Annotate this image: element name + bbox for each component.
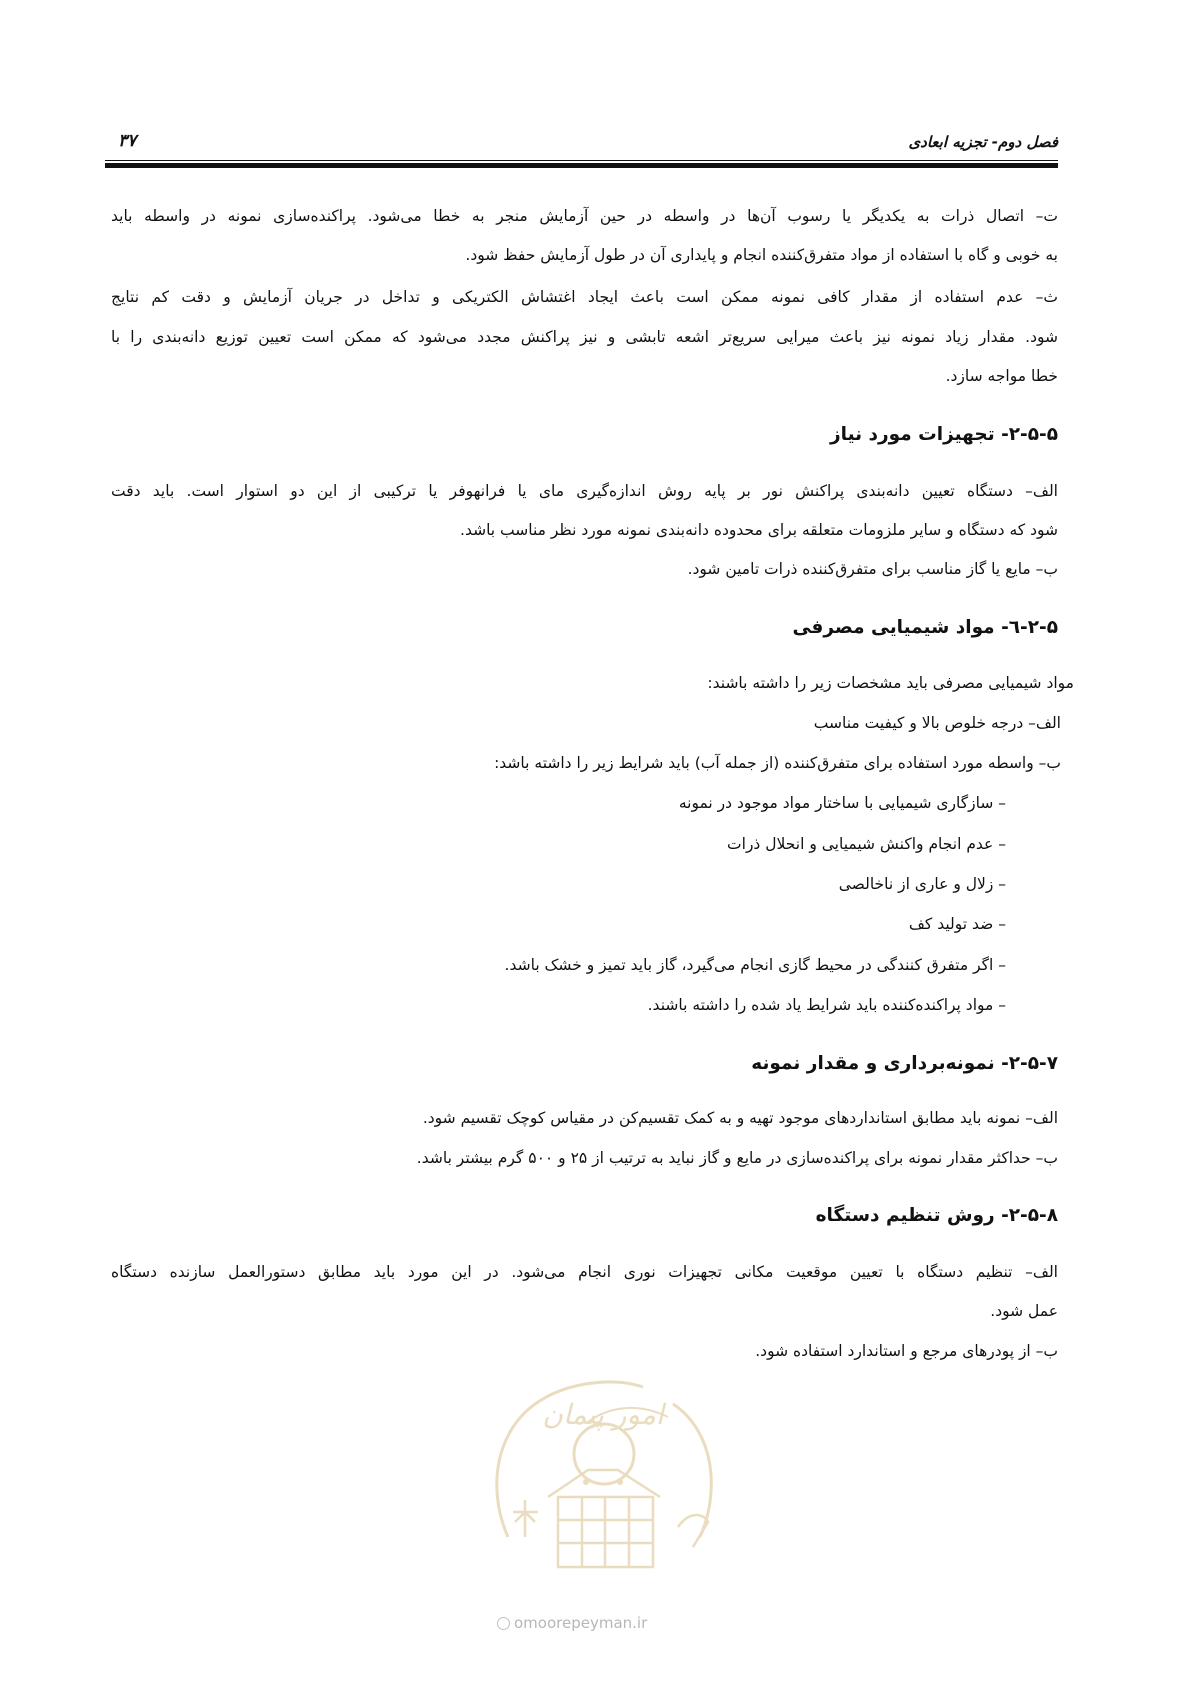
section-2-5-8-alef-line-2: عمل شود. [990, 1302, 1058, 1320]
list-item: – مواد پراکنده‌کننده باید شرایط یاد شده را داشته باشند. [647, 996, 1006, 1014]
section-heading-2-5-8: ۲-۵-۸- روش تنظیم دستگاه [815, 1205, 1058, 1226]
paragraph-se-line-2: شود. مقدار زیاد نمونه نیز باعث میرایی سریع‌تر اشعه تابشی و نیز پراکنش مجدد می‌شود که ممکن است تعیین توزیع دانه‌بندی را با [111, 328, 1058, 346]
section-heading-2-5-6: ۲-۵-٦- مواد شیمیایی مصرفی [792, 617, 1058, 638]
paragraph-se-line-1: ث– عدم استفاده از مقدار کافی نمونه ممکن است باعث ایجاد اغتشاش الکتریکی و تداخل در جریان آزمایش و دقت کم نتایج [111, 288, 1058, 306]
section-2-5-6-intro: مواد شیمیایی مصرفی باید مشخصات زیر را داشته باشند: [707, 674, 1074, 692]
section-2-5-7-be: ب– حداکثر مقدار نمونه برای پراکنده‌سازی در مایع و گاز نباید به ترتیب از ۲۵ و ۵۰۰ گرم بیشتر باشد. [416, 1149, 1058, 1167]
watermark-logo-text: امور پیمان [542, 1398, 664, 1431]
section-2-5-6-alef: الف– درجه خلوص بالا و کیفیت مناسب [813, 714, 1061, 732]
section-2-5-5-be: ب– مایع یا گاز مناسب برای متفرق‌کننده ذرات تامین شود. [687, 560, 1058, 578]
chapter-title: فصل دوم- تجزیه ابعادی [908, 133, 1058, 151]
paragraph-te-line-1: ت– اتصال ذرات به یکدیگر یا رسوب آن‌ها در واسطه در حین آزمایش منجر به خطا می‌شود. پراکنده‌سازی نمونه در واسطه باید [111, 207, 1058, 225]
watermark-logo [468, 1362, 740, 1592]
section-2-5-5-alef-line-2: شود که دستگاه و سایر ملزومات متعلقه برای محدوده دانه‌بندی نمونه مورد نظر مناسب باشد. [460, 521, 1058, 539]
page-number: ۳۷ [118, 131, 137, 151]
section-2-5-6-be: ب– واسطه مورد استفاده برای متفرق‌کننده (از جمله آب) باید شرایط زیر را داشته باشد: [494, 754, 1061, 772]
list-item: – زلال و عاری از ناخالصی [838, 875, 1006, 893]
paragraph-se-line-3: خطا مواجه سازد. [945, 367, 1058, 385]
watermark-site-text: omoorepeyman.ir [514, 1614, 648, 1632]
list-item: – ضد تولید کف [908, 915, 1006, 933]
paragraph-te-line-2: به خوبی و گاه با استفاده از مواد متفرق‌کننده انجام و پایداری آن در طول آزمایش حفظ شود. [465, 246, 1058, 264]
section-2-5-8-alef-line-1: الف– تنظیم دستگاه با تعیین موقعیت مکانی تجهیزات نوری انجام می‌شود. در این مورد باید مطابق دستورالعمل سازنده دستگاه [111, 1263, 1058, 1281]
section-2-5-7-alef: الف– نمونه باید مطابق استانداردهای موجود تهیه و به کمک تقسیم‌کن در مقیاس کوچک تقسیم شود. [422, 1109, 1058, 1127]
at-icon [497, 1617, 510, 1630]
header-rule-thin [105, 160, 1058, 161]
section-heading-2-5-7: ۲-۵-۷- نمونه‌برداری و مقدار نمونه [751, 1053, 1058, 1074]
list-item: – سازگاری شیمیایی با ساختار مواد موجود در نمونه [678, 794, 1006, 812]
watermark-site [497, 1614, 647, 1632]
header-rule-thick [105, 163, 1058, 168]
section-heading-2-5-5: ۲-۵-۵- تجهیزات مورد نیاز [829, 424, 1058, 445]
list-item: – اگر متفرق کنندگی در محیط گازی انجام می‌گیرد، گاز باید تمیز و خشک باشد. [504, 956, 1006, 974]
list-item: – عدم انجام واکنش شیمیایی و انحلال ذرات [727, 835, 1006, 853]
section-2-5-5-alef-line-1: الف– دستگاه تعیین دانه‌بندی پراکنش نور بر پایه روش اندازه‌گیری مای یا فرانهوفر یا ترکیبی از این دو استوار است. باید دقت [111, 482, 1058, 500]
section-2-5-8-be: ب– از پودرهای مرجع و استاندارد استفاده شود. [755, 1342, 1058, 1360]
